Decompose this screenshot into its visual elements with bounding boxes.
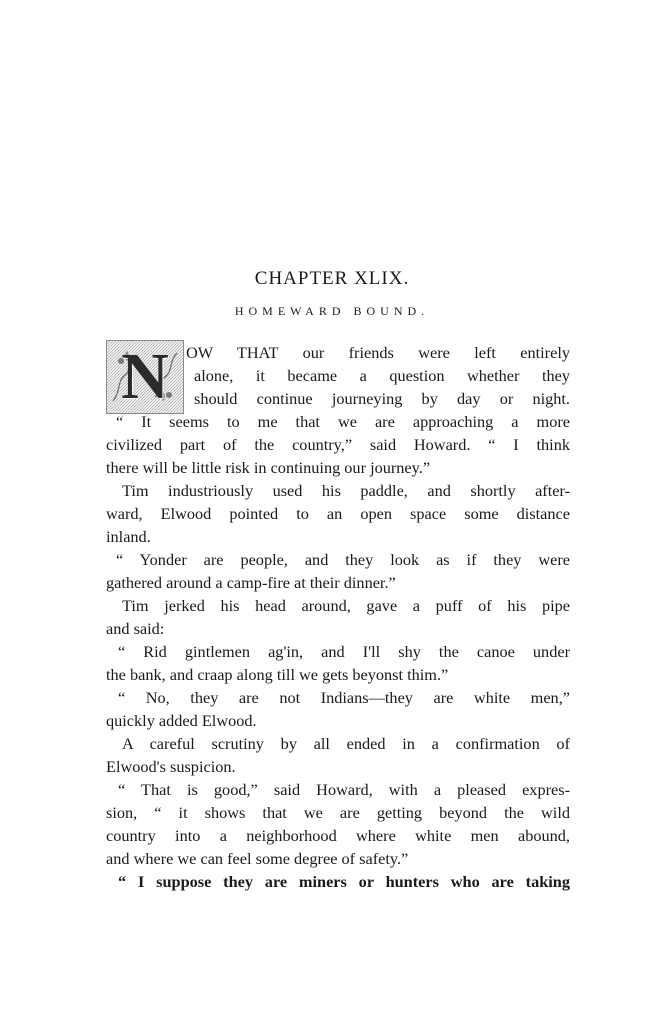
text-line: inland. xyxy=(106,527,151,546)
text-line: “ Rid gintlemen ag'in, and I'll shy the canoe under xyxy=(118,642,570,661)
drop-cap-letter: N xyxy=(121,340,169,413)
text-line: alone, it became a question whether they xyxy=(194,366,570,385)
decorative-drop-cap xyxy=(106,340,184,414)
text-line: should continue journeying by day or night. xyxy=(194,389,570,408)
text-line: there will be little risk in continuing our journey.” xyxy=(106,458,431,477)
text-line: and said: xyxy=(106,619,165,638)
text-line: A careful scrutiny by all ended in a confirmation of xyxy=(122,734,570,753)
text-line: civilized part of the country,” said Howard. “ I think xyxy=(106,435,570,454)
text-line: gathered around a camp-fire at their dinner.” xyxy=(106,573,396,592)
text-line: “ Yonder are people, and they look as if they were xyxy=(116,550,570,569)
text-line: quickly added Elwood. xyxy=(106,711,257,730)
text-line: OW THAT our friends were left entirely xyxy=(186,343,570,362)
text-line: Elwood's suspicion. xyxy=(106,757,236,776)
chapter-subtitle: HOMEWARD BOUND. xyxy=(234,304,430,318)
text-line: Tim jerked his head around, gave a puff of his pipe xyxy=(122,596,570,615)
chapter-title: CHAPTER XLIX. xyxy=(254,268,410,289)
text-line: “ No, they are not Indians—they are white men,” xyxy=(118,688,570,707)
text-line: Tim industriously used his paddle, and shortly after- xyxy=(122,481,570,500)
text-line: “ I suppose they are miners or hunters who are taking xyxy=(118,872,570,891)
text-line: sion, “ it shows that we are getting beyond the wild xyxy=(106,803,570,822)
text-line: country into a neighborhood where white men abound, xyxy=(106,826,570,845)
text-line: ward, Elwood pointed to an open space some distance xyxy=(106,504,570,523)
text-line: “ It seems to me that we are approaching a more xyxy=(116,412,570,431)
text-line: the bank, and craap along till we gets beyonst thim.” xyxy=(106,665,449,684)
text-line: and where we can feel some degree of safety.” xyxy=(106,849,409,868)
text-line: “ That is good,” said Howard, with a pleased expres- xyxy=(118,780,570,799)
